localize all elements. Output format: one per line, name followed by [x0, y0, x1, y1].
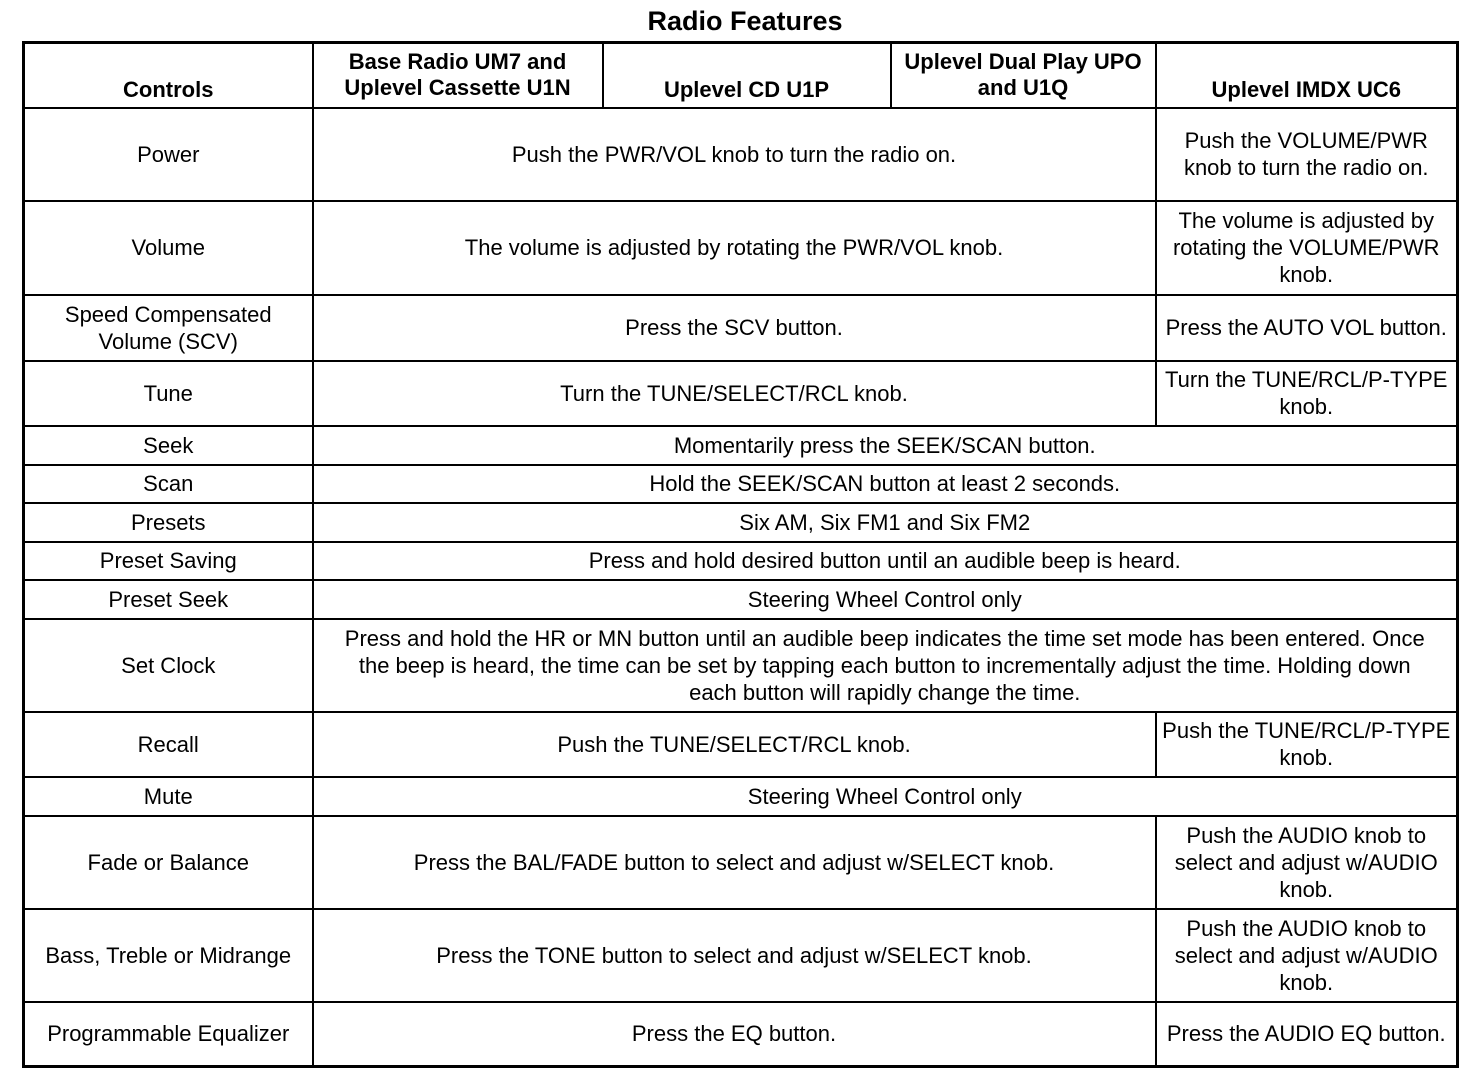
table-row-preset-saving	[24, 542, 1458, 580]
shared-description: Push the PWR/VOL knob to turn the radio on.	[313, 108, 1156, 201]
table-row-bass-treble	[24, 909, 1458, 1002]
table-row-scan	[24, 465, 1458, 503]
table-row-mute	[24, 777, 1458, 816]
table-row-recall	[24, 712, 1458, 777]
control-name: Preset Saving	[24, 542, 313, 580]
control-name: Mute	[24, 777, 313, 816]
all-models-description: Six AM, Six FM1 and Six FM2	[313, 503, 1458, 542]
table-row-presets	[24, 503, 1458, 542]
table-row-scv	[24, 295, 1458, 361]
control-name: Presets	[24, 503, 313, 542]
control-name: Recall	[24, 712, 313, 777]
all-models-description: Steering Wheel Control only	[313, 777, 1458, 816]
control-name: Preset Seek	[24, 580, 313, 619]
shared-description: Push the TUNE/SELECT/RCL knob.	[313, 712, 1156, 777]
imdx-description: Push the AUDIO knob to select and adjust w/AUDIO knob.	[1156, 816, 1458, 909]
imdx-description: Press the AUDIO EQ button.	[1156, 1002, 1458, 1067]
control-name: Bass, Treble or Midrange	[24, 909, 313, 1002]
shared-description: Press the SCV button.	[313, 295, 1156, 361]
shared-description: Turn the TUNE/SELECT/RCL knob.	[313, 361, 1156, 426]
imdx-description: Push the VOLUME/PWR knob to turn the radio on.	[1156, 108, 1458, 201]
header-controls: Controls	[24, 43, 313, 108]
shared-description: The volume is adjusted by rotating the PWR/VOL knob.	[313, 201, 1156, 295]
all-models-description: Press and hold the HR or MN button until an audible beep indicates the time set mode has been entered. Once the beep is heard, the time can be set by tapping each button to incrementally adjust the time. Holding down each button will rapidly change the time.	[313, 619, 1458, 712]
table-row-seek	[24, 426, 1458, 465]
table-row-preset-seek	[24, 580, 1458, 619]
imdx-description: Turn the TUNE/RCL/P-TYPE knob.	[1156, 361, 1458, 426]
all-models-description: Steering Wheel Control only	[313, 580, 1458, 619]
all-models-description: Press and hold desired button until an audible beep is heard.	[313, 542, 1458, 580]
control-name: Tune	[24, 361, 313, 426]
page-title: Radio Features	[647, 6, 843, 36]
table-row-volume	[24, 201, 1458, 295]
radio-features-table	[22, 41, 1459, 1068]
imdx-description: Press the AUTO VOL button.	[1156, 295, 1458, 361]
table-header-row	[24, 43, 1458, 108]
control-name: Scan	[24, 465, 313, 503]
shared-description: Press the EQ button.	[313, 1002, 1156, 1067]
header-uplevel-imdx: Uplevel IMDX UC6	[1156, 43, 1458, 108]
shared-description: Press the BAL/FADE button to select and adjust w/SELECT knob.	[313, 816, 1156, 909]
shared-description: Press the TONE button to select and adjust w/SELECT knob.	[313, 909, 1156, 1002]
table-row-equalizer	[24, 1002, 1458, 1067]
control-name: Fade or Balance	[24, 816, 313, 909]
control-name: Speed Compensated Volume (SCV)	[24, 295, 313, 361]
imdx-description: Push the TUNE/RCL/P-TYPE knob.	[1156, 712, 1458, 777]
table-row-set-clock	[24, 619, 1458, 712]
control-name: Set Clock	[24, 619, 313, 712]
all-models-description: Hold the SEEK/SCAN button at least 2 seconds.	[313, 465, 1458, 503]
imdx-description: The volume is adjusted by rotating the VOLUME/PWR knob.	[1156, 201, 1458, 295]
control-name: Seek	[24, 426, 313, 465]
imdx-description: Push the AUDIO knob to select and adjust w/AUDIO knob.	[1156, 909, 1458, 1002]
table-row-power	[24, 108, 1458, 201]
header-uplevel-cd: Uplevel CD U1P	[603, 43, 891, 108]
control-name: Programmable Equalizer	[24, 1002, 313, 1067]
header-base-radio: Base Radio UM7 and Uplevel Cassette U1N	[313, 43, 603, 108]
table-row-tune	[24, 361, 1458, 426]
control-name: Power	[24, 108, 313, 201]
table-row-fade-balance	[24, 816, 1458, 909]
header-uplevel-dual-play: Uplevel Dual Play UPO and U1Q	[891, 43, 1156, 108]
all-models-description: Momentarily press the SEEK/SCAN button.	[313, 426, 1458, 465]
control-name: Volume	[24, 201, 313, 295]
